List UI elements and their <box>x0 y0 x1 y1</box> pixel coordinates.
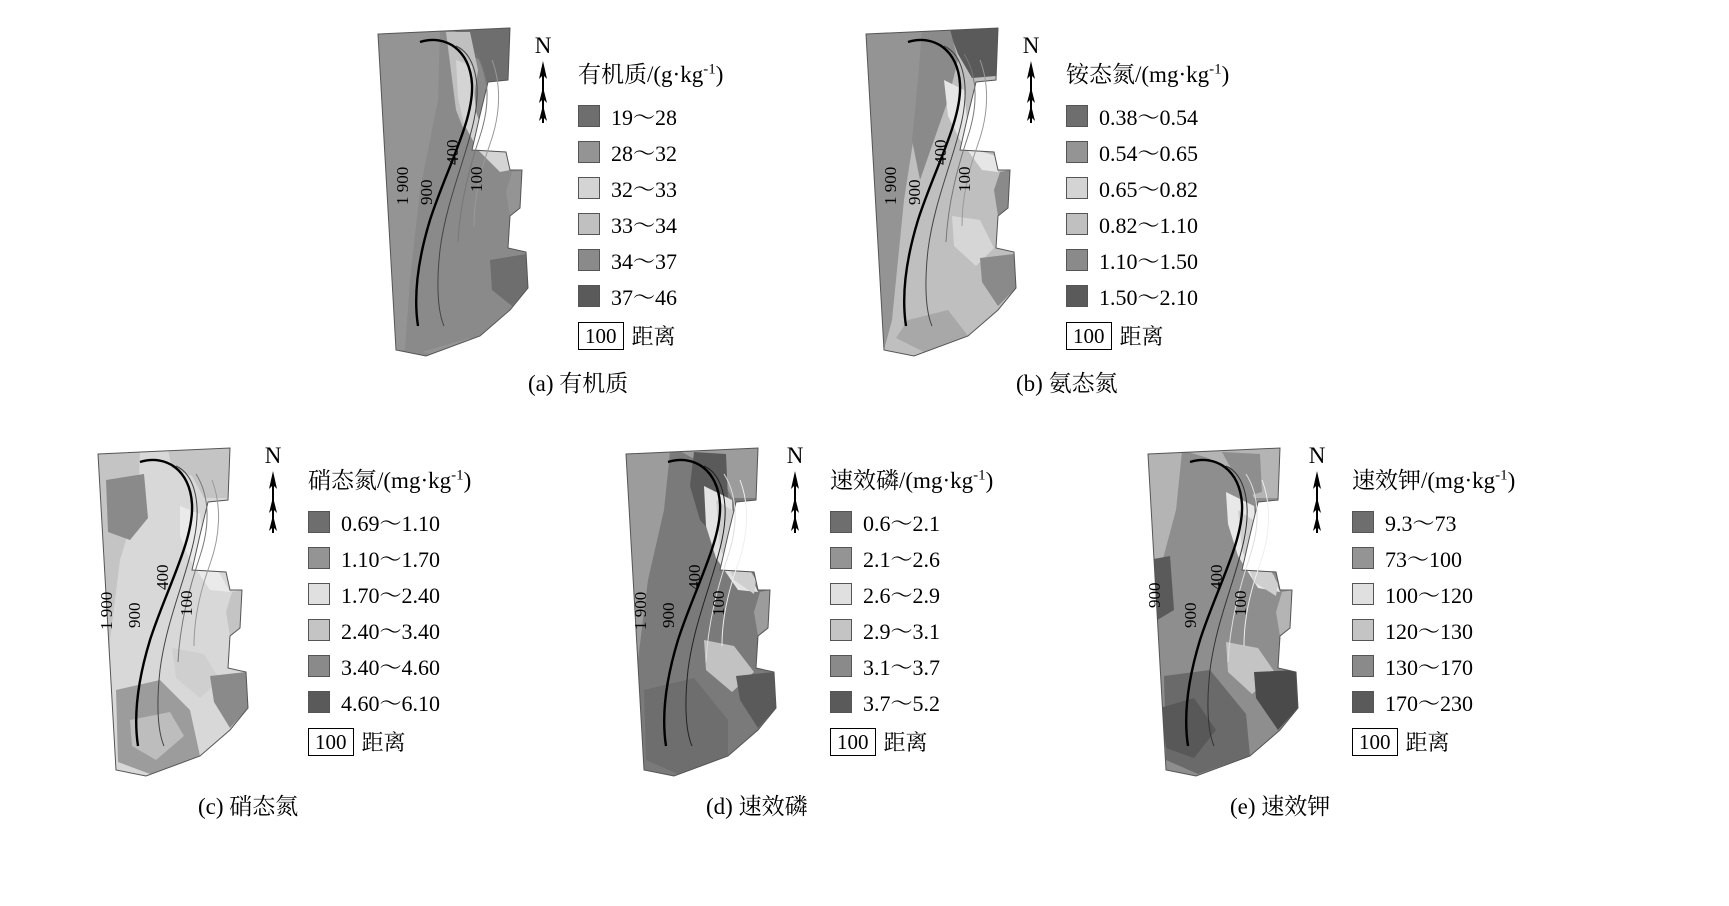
distance-label: 距离 <box>883 730 928 755</box>
legend-swatch <box>308 511 330 533</box>
legend-swatch <box>830 691 852 713</box>
legend-swatch <box>830 547 852 569</box>
legend-swatch <box>1066 285 1088 307</box>
distance-value: 100 <box>1066 322 1112 350</box>
legend-label: 2.1～2.6 <box>863 546 941 572</box>
legend-e <box>1352 462 1515 757</box>
legend-swatch <box>1352 583 1374 605</box>
contour-label-400: 400 <box>153 564 172 590</box>
caption-e: (e) 速效钾 <box>1230 794 1331 819</box>
legend-swatch <box>308 547 330 569</box>
legend-item <box>1066 278 1229 314</box>
legend-label: 33～34 <box>611 212 678 238</box>
legend-swatch <box>1352 511 1374 533</box>
legend-swatch <box>308 691 330 713</box>
legend-label: 1.50～2.10 <box>1099 284 1199 310</box>
legend-item <box>308 540 471 576</box>
legend-item <box>308 576 471 612</box>
legend-swatch <box>308 583 330 605</box>
north-arrow-c <box>258 444 288 542</box>
north-arrow-icon <box>528 57 558 127</box>
legend-item <box>578 206 723 242</box>
north-label: N <box>1308 443 1326 468</box>
contour-label-900: 900 <box>125 602 144 628</box>
legend-swatch <box>1066 141 1088 163</box>
legend-item <box>578 134 723 170</box>
legend-swatch <box>308 655 330 677</box>
legend-label: 0.54～0.65 <box>1099 140 1199 166</box>
contour-label-400: 400 <box>685 564 704 590</box>
contour-label-900: 900 <box>1181 602 1200 628</box>
legend-c <box>308 462 471 757</box>
legend-item <box>1352 540 1515 576</box>
legend-label: 3.7～5.2 <box>863 690 941 716</box>
legend-item <box>578 242 723 278</box>
distance-label: 距离 <box>1405 730 1450 755</box>
legend-label: 0.69～1.10 <box>341 510 441 536</box>
legend-item <box>308 504 471 540</box>
contour-label-900: 900 <box>905 179 924 205</box>
contour-label-100: 100 <box>177 590 196 616</box>
contour-label-400: 400 <box>443 139 462 165</box>
contour-label-100: 100 <box>955 166 974 192</box>
legend-label: 19～28 <box>611 104 678 130</box>
distance-value: 100 <box>578 322 624 350</box>
legend-item <box>308 684 471 720</box>
legend-item <box>830 540 993 576</box>
distance-legend <box>830 726 993 757</box>
contour-label-900-left: 900 <box>1145 582 1164 608</box>
legend-item <box>1066 134 1229 170</box>
legend-label: 34～37 <box>611 248 678 274</box>
distance-legend <box>1352 726 1515 757</box>
legend-swatch <box>1066 177 1088 199</box>
contour-label-1900: 1 900 <box>631 591 650 630</box>
legend-label: 28～32 <box>611 140 678 166</box>
legend-label: 0.65～0.82 <box>1099 176 1199 202</box>
legend-label: 37～46 <box>611 284 678 310</box>
distance-label: 距离 <box>361 730 406 755</box>
legend-swatch <box>1066 249 1088 271</box>
north-label: N <box>786 443 804 468</box>
legend-swatch <box>830 655 852 677</box>
distance-legend <box>578 320 723 351</box>
distance-legend <box>308 726 471 757</box>
contour-label-100: 100 <box>467 166 486 192</box>
legend-swatch <box>308 619 330 641</box>
legend-label: 73～100 <box>1385 546 1463 572</box>
legend-label: 1.10～1.50 <box>1099 248 1199 274</box>
legend-item <box>308 648 471 684</box>
legend-swatch <box>830 511 852 533</box>
legend-swatch <box>1066 105 1088 127</box>
legend-item <box>1352 612 1515 648</box>
legend-b <box>1066 56 1229 351</box>
legend-item <box>1066 98 1229 134</box>
legend-swatch <box>1352 691 1374 713</box>
contour-label-1900: 1 900 <box>393 166 412 205</box>
caption-c: (c) 硝态氮 <box>198 794 299 819</box>
legend-item <box>830 612 993 648</box>
legend-title-d: 速效磷$/(mg\cdot kg^{-1})$ <box>830 467 994 493</box>
legend-swatch <box>1066 213 1088 235</box>
north-arrow-b <box>1016 34 1046 132</box>
contour-label-100: 100 <box>709 590 728 616</box>
legend-label: 0.38～0.54 <box>1099 104 1199 130</box>
distance-value: 100 <box>830 728 876 756</box>
distance-label: 距离 <box>1119 324 1164 349</box>
caption-b: (b) 氨态氮 <box>1016 371 1118 396</box>
legend-label: 130～170 <box>1385 654 1474 680</box>
distance-legend <box>1066 320 1229 351</box>
distance-label: 距离 <box>631 324 676 349</box>
north-arrow-icon <box>258 467 288 537</box>
legend-swatch <box>578 249 600 271</box>
legend-item <box>830 504 993 540</box>
legend-label: 0.6～2.1 <box>863 510 941 536</box>
legend-label: 100～120 <box>1385 582 1474 608</box>
north-arrow-a <box>528 34 558 132</box>
legend-item <box>1066 206 1229 242</box>
contour-label-900: 900 <box>417 179 436 205</box>
legend-item <box>1066 242 1229 278</box>
legend-item <box>308 612 471 648</box>
north-arrow-icon <box>780 467 810 537</box>
legend-item <box>1066 170 1229 206</box>
legend-label: 9.3～73 <box>1385 510 1457 536</box>
contour-label-100: 100 <box>1231 590 1250 616</box>
legend-item <box>578 278 723 314</box>
legend-label: 3.40～4.60 <box>341 654 441 680</box>
contour-label-400: 400 <box>931 139 950 165</box>
legend-a <box>578 56 723 351</box>
legend-item <box>1352 684 1515 720</box>
legend-swatch <box>578 105 600 127</box>
legend-title-a: 有机质$/(g\cdot kg^{-1})$ <box>578 61 724 87</box>
contour-label-1900: 1 900 <box>881 166 900 205</box>
legend-title-e: 速效钾$/(mg\cdot kg^{-1})$ <box>1352 467 1516 493</box>
north-arrow-e <box>1302 444 1332 542</box>
legend-title-b: 铵态氮$/(mg\cdot kg^{-1})$ <box>1066 61 1230 87</box>
legend-swatch <box>578 213 600 235</box>
legend-item <box>830 648 993 684</box>
contour-label-1900: 1 900 <box>97 591 116 630</box>
north-arrow-d <box>780 444 810 542</box>
north-arrow-icon <box>1016 57 1046 127</box>
legend-title-c: 硝态氮$/(mg\cdot kg^{-1})$ <box>308 467 472 493</box>
caption-d: (d) 速效磷 <box>706 794 808 819</box>
legend-swatch <box>1352 655 1374 677</box>
north-label: N <box>1022 33 1040 58</box>
legend-item <box>1352 648 1515 684</box>
legend-label: 32～33 <box>611 176 678 202</box>
legend-swatch <box>1352 547 1374 569</box>
legend-label: 1.70～2.40 <box>341 582 441 608</box>
contour-label-900: 900 <box>659 602 678 628</box>
legend-swatch <box>830 619 852 641</box>
legend-swatch <box>578 177 600 199</box>
legend-label: 2.40～3.40 <box>341 618 441 644</box>
legend-label: 4.60～6.10 <box>341 690 441 716</box>
legend-label: 1.10～1.70 <box>341 546 441 572</box>
legend-label: 2.6～2.9 <box>863 582 941 608</box>
legend-swatch <box>1352 619 1374 641</box>
legend-item <box>830 684 993 720</box>
legend-label: 3.1～3.7 <box>863 654 941 680</box>
distance-value: 100 <box>1352 728 1398 756</box>
legend-item <box>1352 504 1515 540</box>
legend-d <box>830 462 993 757</box>
legend-label: 120～130 <box>1385 618 1474 644</box>
distance-value: 100 <box>308 728 354 756</box>
legend-swatch <box>578 141 600 163</box>
north-label: N <box>264 443 282 468</box>
legend-item <box>578 170 723 206</box>
legend-label: 0.82～1.10 <box>1099 212 1199 238</box>
contour-label-400: 400 <box>1207 564 1226 590</box>
legend-label: 170～230 <box>1385 690 1474 716</box>
legend-item <box>1352 576 1515 612</box>
legend-swatch <box>578 285 600 307</box>
legend-item <box>830 576 993 612</box>
legend-swatch <box>830 583 852 605</box>
legend-label: 2.9～3.1 <box>863 618 941 644</box>
legend-item <box>578 98 723 134</box>
north-arrow-icon <box>1302 467 1332 537</box>
north-label: N <box>534 33 552 58</box>
caption-a: (a) 有机质 <box>528 371 629 396</box>
